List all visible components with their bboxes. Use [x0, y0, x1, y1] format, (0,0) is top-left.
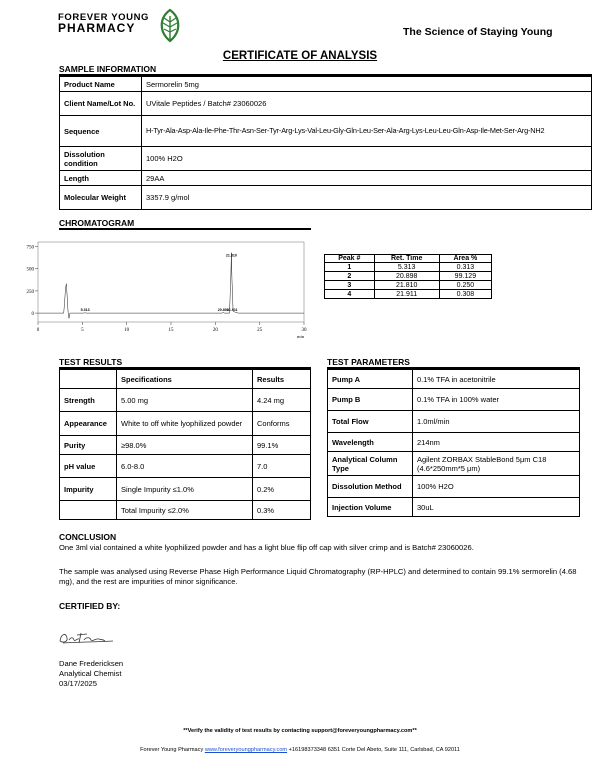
y-tick-label: 0 — [31, 312, 34, 318]
y-tick-label: 750 — [26, 245, 34, 251]
peak-label: 20.898 — [217, 308, 229, 313]
conclusion-paragraph: The sample was analysed using Reverse Phase High Performance Liquid Chromatography (RP-HPLC) and determined to contain 99.1% sermorelin (4.68 mg), and the rest are impurities of minor significance. — [59, 567, 577, 586]
table-row — [325, 272, 492, 281]
sample-info-table — [59, 76, 592, 210]
table-row — [325, 290, 492, 299]
row-label: Impurity — [60, 478, 117, 501]
y-tick-label: 500 — [26, 267, 34, 273]
result-value: 99.1% — [253, 436, 311, 455]
table-header-row — [60, 370, 311, 389]
area-percent: 99.129 — [439, 272, 491, 281]
footer-contact: +16198373348 6351 Corte Del Abeto, Suite 111, Carlsbad, CA 92011 — [288, 747, 460, 753]
peak-label: 5.313 — [80, 308, 90, 313]
logo-line1: FOREVER YOUNG — [58, 12, 150, 23]
area-percent: 0.308 — [439, 290, 491, 299]
row-label: Dissolution Method — [328, 476, 413, 498]
row-value: Agilent ZORBAX StableBond 5μm C18 (4.6*250mm*5 μm) — [413, 452, 580, 476]
sample-info-heading: SAMPLE INFORMATION — [59, 64, 157, 74]
table-row — [60, 147, 592, 171]
certified-by-heading: CERTIFIED BY: — [59, 601, 121, 611]
certification-date: 03/17/2025 — [59, 679, 98, 688]
spec-value: 6.0-8.0 — [117, 455, 253, 478]
plot-frame — [38, 242, 304, 322]
x-axis-label: min — [296, 334, 304, 339]
x-tick-label: 30 — [301, 328, 307, 333]
row-value: 100% H2O — [413, 476, 580, 498]
table-row — [328, 389, 580, 411]
test-results-heading: TEST RESULTS — [59, 357, 123, 367]
row-value: 0.1% TFA in acetonitrile — [413, 370, 580, 389]
page-title: CERTIFICATE OF ANALYSIS — [222, 50, 378, 62]
x-tick-label: 10 — [124, 328, 130, 333]
table-row — [60, 455, 311, 478]
row-label: Product Name — [60, 77, 142, 92]
x-tick-label: 0 — [36, 328, 40, 333]
table-row — [328, 433, 580, 452]
logo — [58, 10, 188, 42]
peak-number: 1 — [325, 263, 375, 272]
row-value: 214nm — [413, 433, 580, 452]
y-tick-label: 250 — [26, 289, 34, 295]
table-row — [60, 77, 592, 92]
peak-table-header — [325, 255, 492, 263]
footer — [0, 747, 600, 753]
table-row — [328, 452, 580, 476]
peak-table — [324, 254, 492, 299]
chromatogram-heading: CHROMATOGRAM — [59, 218, 135, 228]
spec-value: White to off white lyophilized powder — [117, 412, 253, 436]
conclusion-heading: CONCLUSION — [59, 532, 117, 542]
peak-number: 4 — [325, 290, 375, 299]
row-value: Sermorelin 5mg — [142, 77, 592, 92]
table-row — [60, 116, 592, 147]
test-results-table — [59, 369, 311, 520]
certifier-block — [59, 659, 123, 689]
table-row — [60, 389, 311, 412]
row-label: Sequence — [60, 116, 142, 147]
column-header: Ret. Time — [374, 255, 439, 263]
row-value: 100% H2O — [142, 147, 592, 171]
table-row — [325, 263, 492, 272]
spec-value: Total Impurity ≤2.0% — [117, 501, 253, 520]
certifier-role: Analytical Chemist — [59, 669, 122, 678]
result-value: Conforms — [253, 412, 311, 436]
peak-label: 21.911 — [226, 308, 238, 313]
row-label: Strength — [60, 389, 117, 412]
spec-value: 5.00 mg — [117, 389, 253, 412]
ret-time: 21.810 — [374, 281, 439, 290]
row-value: 1.0ml/min — [413, 411, 580, 433]
spec-value: Single Impurity ≤1.0% — [117, 478, 253, 501]
column-header — [60, 370, 117, 389]
row-label: Molecular Weight — [60, 186, 142, 210]
row-label: Client Name/Lot No. — [60, 92, 142, 116]
area-percent: 0.250 — [439, 281, 491, 290]
test-parameters-heading: TEST PARAMETERS — [327, 357, 410, 367]
result-value: 7.0 — [253, 455, 311, 478]
table-row — [60, 436, 311, 455]
result-value: 0.3% — [253, 501, 311, 520]
row-label — [60, 501, 117, 520]
divider — [59, 228, 311, 230]
table-row — [60, 478, 311, 501]
row-label: Pump B — [328, 389, 413, 411]
table-row — [60, 92, 592, 116]
row-value: UVitale Peptides / Batch# 23060026 — [142, 92, 592, 116]
row-label: Length — [60, 171, 142, 186]
x-tick-label: 25 — [257, 328, 263, 333]
tagline: The Science of Staying Young — [403, 26, 553, 38]
row-label: Appearance — [60, 412, 117, 436]
row-label: pH value — [60, 455, 117, 478]
result-value: 0.2% — [253, 478, 311, 501]
table-row — [328, 411, 580, 433]
column-header: Peak # — [325, 255, 375, 263]
column-header: Area % — [439, 255, 491, 263]
column-header: Results — [253, 370, 311, 389]
table-row — [60, 412, 311, 436]
sequence-value: H-Tyr-Ala-Asp-Ala-Ile-Phe-Thr-Asn-Ser-Tyr-Arg-Lys-Val-Leu-Gly-Gln-Leu-Ser-Ala-Arg-Lys-Leu-Leu-Gln-Asp-Ile-Met-Ser-Arg-NH2 — [142, 116, 592, 147]
row-value: 30uL — [413, 498, 580, 517]
x-tick-label: 5 — [81, 328, 84, 333]
table-row — [328, 476, 580, 498]
leaf-icon — [156, 8, 184, 44]
table-row — [325, 281, 492, 290]
row-value: 29AA — [142, 171, 592, 186]
x-tick-label: 20 — [212, 328, 218, 333]
peak-label: 21.810 — [225, 253, 237, 258]
table-row — [60, 501, 311, 520]
verification-note: **Verify the validity of test results by contacting support@foreveryoungpharmacy.com** — [183, 728, 417, 734]
peak-number: 3 — [325, 281, 375, 290]
footer-company: Forever Young Pharmacy — [140, 747, 204, 753]
row-label: Dissolution condition — [60, 147, 142, 171]
result-value: 4.24 mg — [253, 389, 311, 412]
area-percent: 0.313 — [439, 263, 491, 272]
peak-number: 2 — [325, 272, 375, 281]
row-label: Total Flow — [328, 411, 413, 433]
row-label: Analytical Column Type — [328, 452, 413, 476]
table-row — [60, 186, 592, 210]
table-row — [328, 370, 580, 389]
x-tick-label: 15 — [168, 328, 174, 333]
certifier-name: Dane Fredericksen — [59, 659, 124, 668]
logo-line2: PHARMACY — [58, 21, 136, 35]
conclusion-paragraph: One 3ml vial contained a white lyophilized powder and has a light blue flip off cap with silver crimp and is Batch# 23060026. — [59, 543, 474, 552]
spec-value: ≥98.0% — [117, 436, 253, 455]
ret-time: 21.911 — [374, 290, 439, 299]
row-value: 0.1% TFA in 100% water — [413, 389, 580, 411]
website-link[interactable]: www.foreveryoungpharmacy.com — [204, 747, 288, 753]
ret-time: 5.313 — [374, 263, 439, 272]
row-label: Purity — [60, 436, 117, 455]
signature — [57, 628, 117, 646]
chromatogram-trace — [38, 253, 304, 319]
table-row — [328, 498, 580, 517]
test-parameters-table — [327, 369, 580, 517]
ret-time: 20.898 — [374, 272, 439, 281]
chromatogram-chart — [22, 236, 322, 348]
row-value: 3357.9 g/mol — [142, 186, 592, 210]
row-label: Pump A — [328, 370, 413, 389]
table-row — [60, 171, 592, 186]
row-label: Wavelength — [328, 433, 413, 452]
row-label: Injection Volume — [328, 498, 413, 517]
column-header: Specifications — [117, 370, 253, 389]
